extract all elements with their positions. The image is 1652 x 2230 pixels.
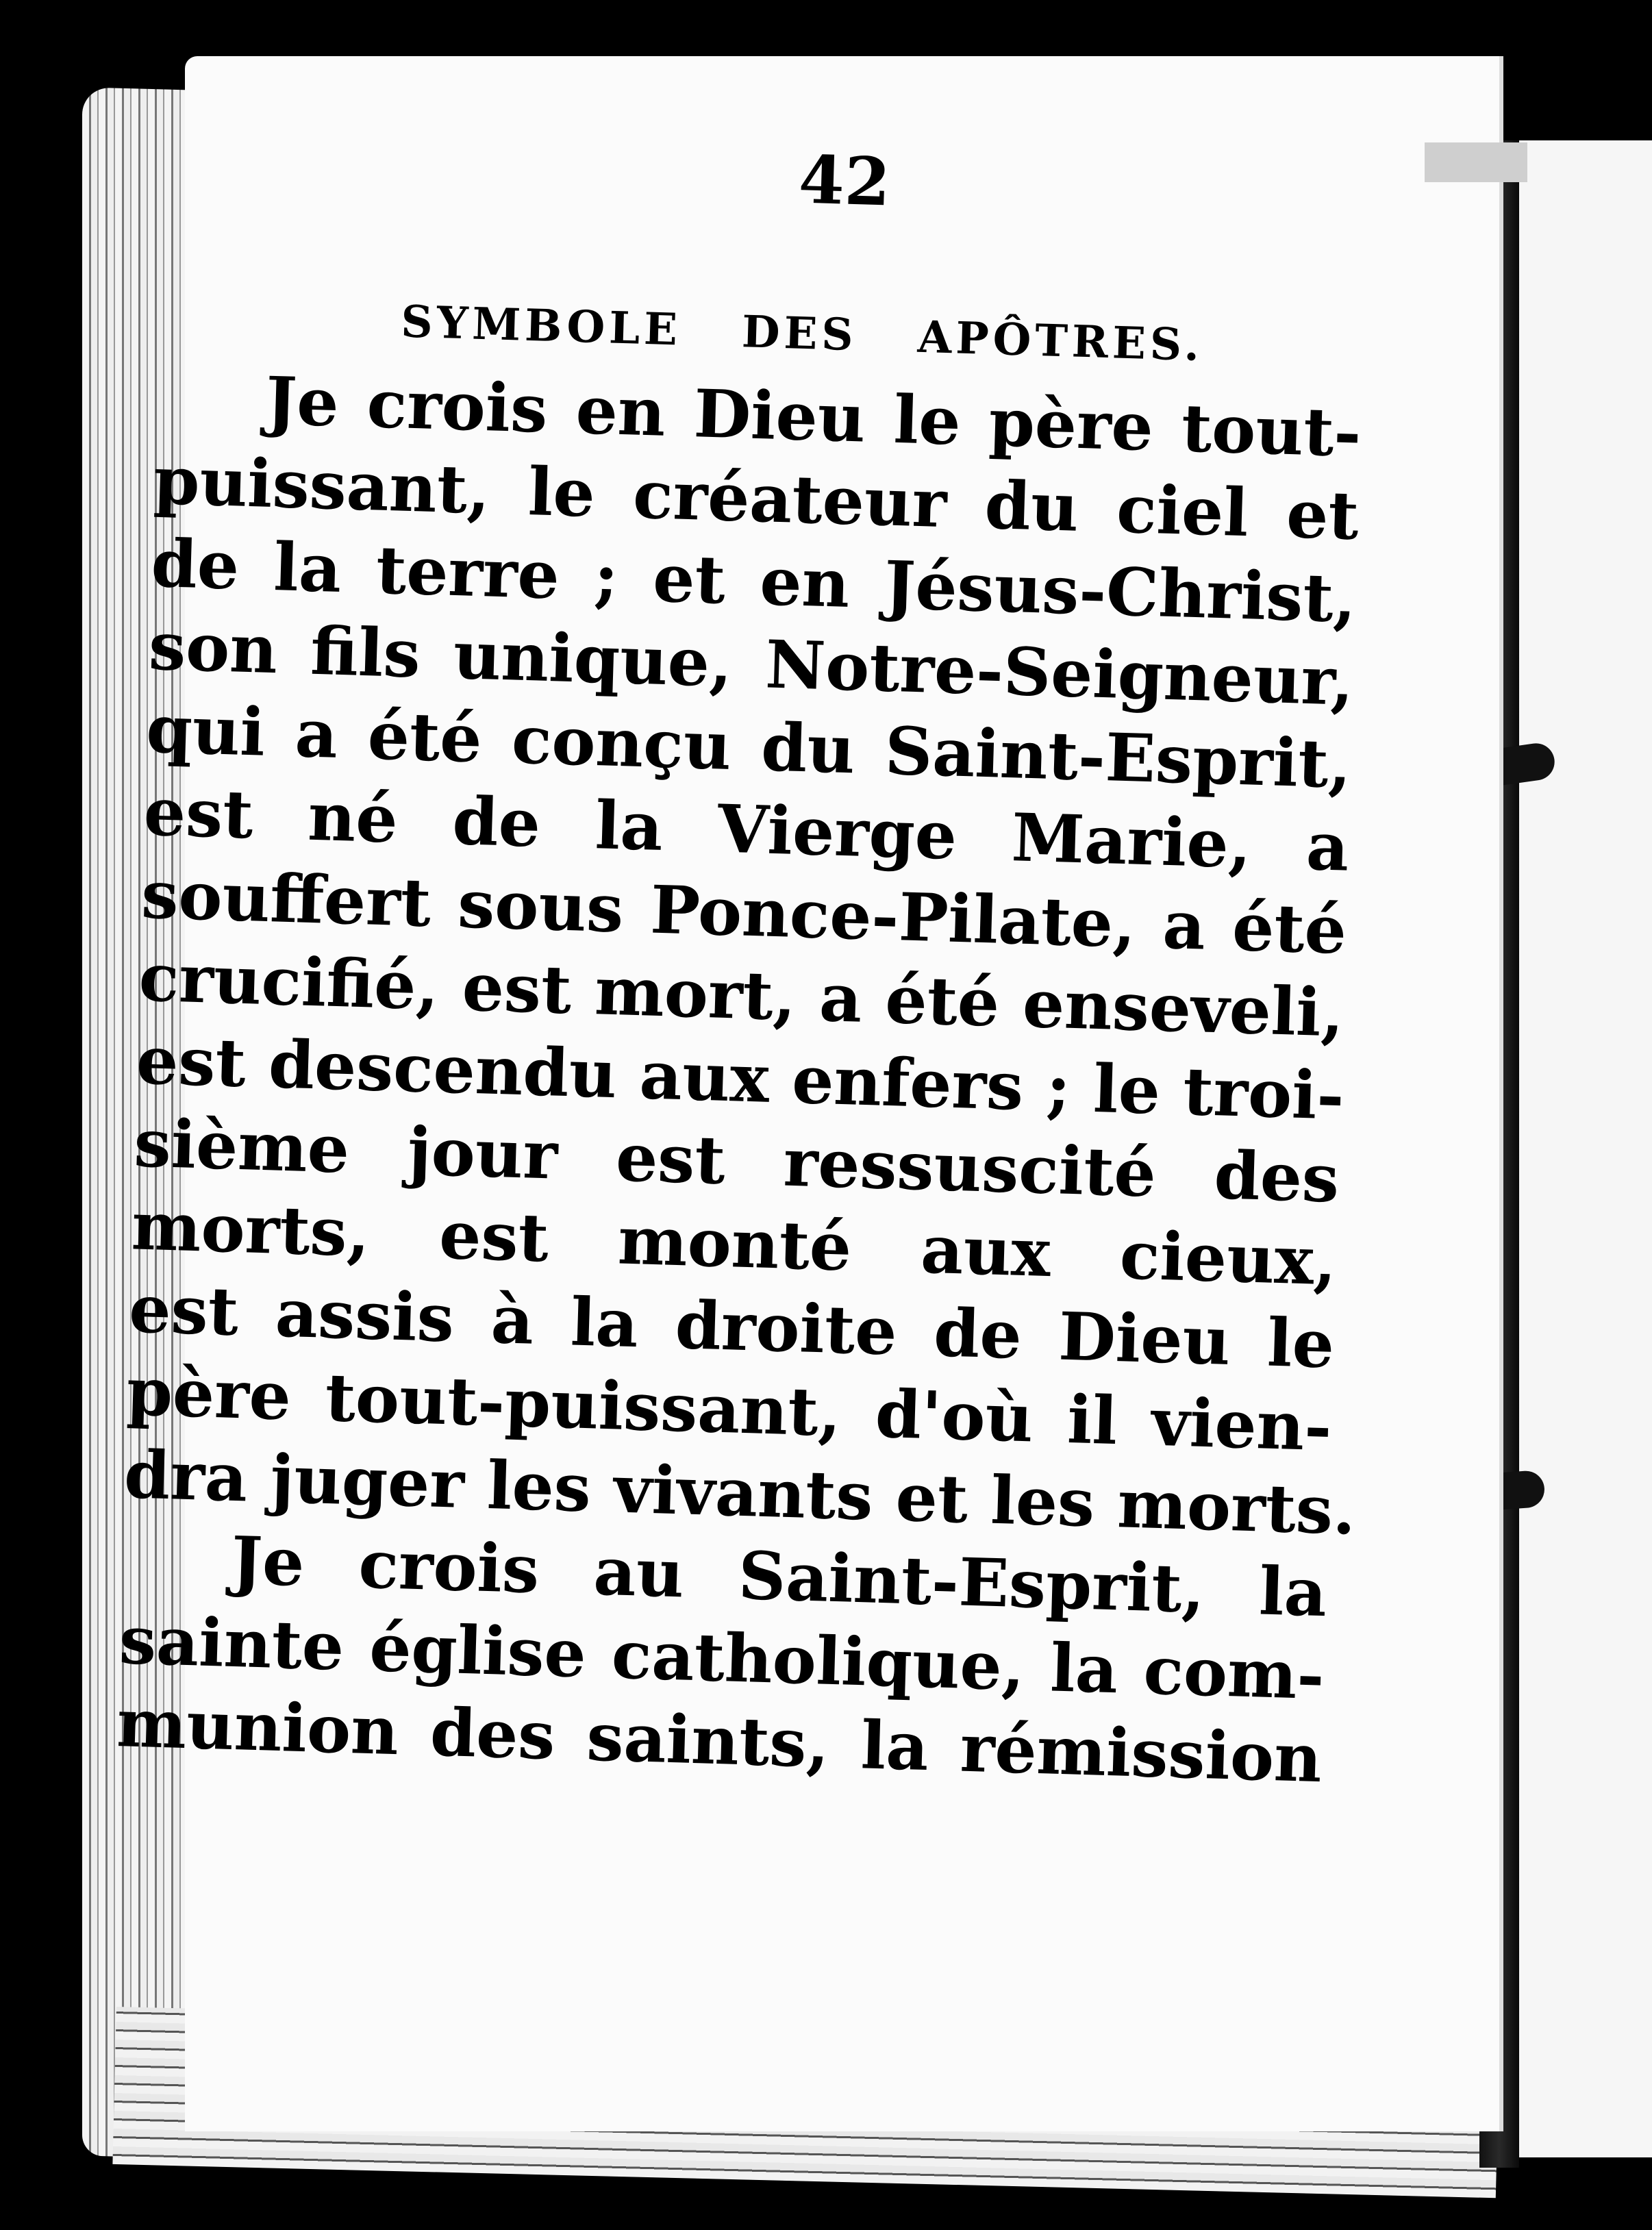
text-line: est descendu aux enfers ; le troi-	[135, 1021, 1346, 1135]
text-line: est assis à la droite de Dieu le	[127, 1270, 1336, 1383]
page-text	[116, 123, 1369, 1800]
text-line: munion des saints, la rémission	[116, 1683, 1323, 1798]
text-line: morts, est monté aux cieux,	[130, 1187, 1338, 1301]
paragraph-1	[123, 356, 1362, 1551]
text-line: Je crois au Saint-Esprit, la	[230, 1521, 1328, 1632]
page-tab	[1425, 142, 1527, 182]
text-line: son fils unique, Notre-Seigneur,	[147, 607, 1355, 721]
text-line: qui a été conçu du Saint-Esprit,	[145, 690, 1353, 803]
text-line: puissant, le créateur du ciel et	[152, 441, 1360, 555]
text-line: père tout-puissant, d'où il vien-	[125, 1353, 1333, 1466]
page-number: 42	[797, 140, 892, 221]
text-line: de la terre ; et en Jésus-Christ,	[150, 524, 1357, 638]
text-line: sième jour est ressuscité des	[133, 1104, 1340, 1218]
text-line: dra juger les vivants et les morts.	[123, 1436, 1357, 1550]
facing-page	[1507, 140, 1652, 2157]
section-heading: SYMBOLE DES APÔTRES.	[400, 296, 1205, 372]
paragraph-2	[116, 1516, 1328, 1800]
text-line: est né de la Vierge Marie, a	[142, 773, 1351, 886]
text-line: Je crois en Dieu le père tout-	[264, 362, 1363, 473]
text-line: sainte église catholique, la com-	[118, 1601, 1326, 1715]
text-line: souffert sous Ponce-Pilate, a été	[140, 855, 1348, 969]
text-line: crucifié, est mort, a été enseveli,	[138, 938, 1345, 1052]
